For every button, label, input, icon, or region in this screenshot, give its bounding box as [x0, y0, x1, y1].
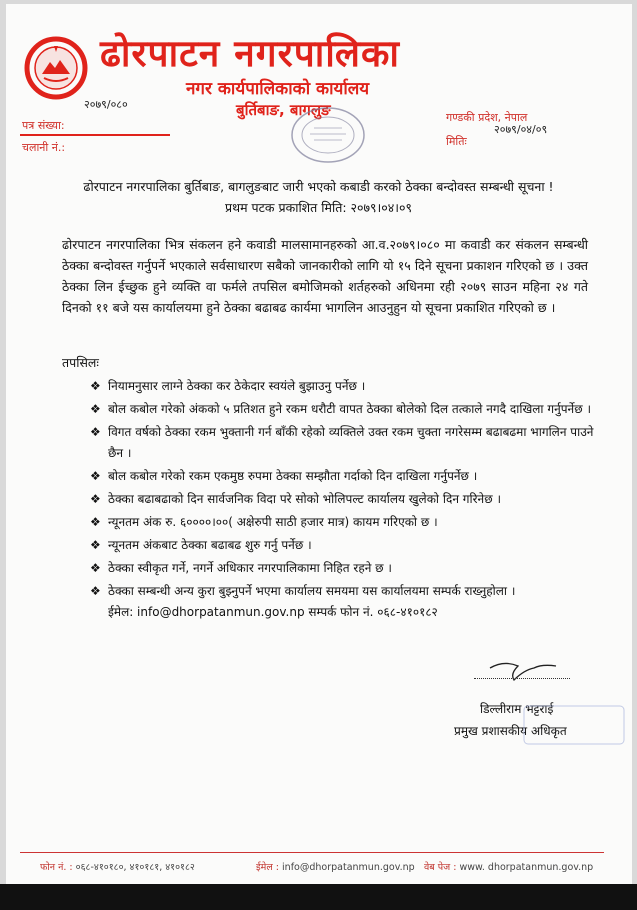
- first-published-date: प्रथम पटक प्रकाशित मिति: २०७९।०४।०९: [224, 200, 413, 215]
- conditions-list: [90, 376, 610, 625]
- diamond-bullet-icon: ❖: [90, 469, 101, 483]
- footer-web: [424, 860, 593, 873]
- condition-item: [90, 512, 610, 533]
- fiscal-year: २०७९/०८०: [84, 98, 128, 111]
- footer-web-value[interactable]: www. dhorpatanmun.gov.np: [459, 862, 594, 873]
- nepal-emblem-icon: [24, 36, 88, 100]
- condition-text: विगत वर्षको ठेक्का रकम भुक्तानी गर्न बाँकी रहेको व्यक्तिले उक्त रकम चुक्ता नगरेसम्म बढाबढमा भागलिन पाउने छैन ।: [108, 425, 594, 460]
- diamond-bullet-icon: ❖: [90, 538, 101, 552]
- footer-email-label: ईमेल :: [256, 862, 280, 873]
- condition-text: बोल कबोल गरेको रकम एकमुष्ठ रुपमा ठेक्का सम्झौता गर्दाको दिन दाखिला गर्नुपर्नेछ ।: [108, 469, 478, 483]
- contact-line[interactable]: ईमेल: info@dhorpatanmun.gov.np सम्पर्क फोन नं. ०६८-४१०१८२: [108, 605, 438, 619]
- diamond-bullet-icon: ❖: [90, 379, 101, 393]
- office-seal-icon: [288, 104, 368, 166]
- office-name: नगर कार्यपालिकाको कार्यालय: [186, 79, 370, 99]
- letter-number-label: पत्र संख्या:: [22, 119, 65, 132]
- diamond-bullet-icon: ❖: [90, 561, 101, 575]
- signatory-title: प्रमुख प्रशासकीय अधिकृत: [454, 724, 567, 738]
- signature-line: [474, 678, 570, 679]
- condition-text: नियामनुसार लाग्ने ठेक्का कर ठेकेदार स्वयंले बुझाउनु पर्नेछ ।: [108, 379, 366, 393]
- diamond-bullet-icon: ❖: [90, 402, 101, 416]
- office-location: बुर्तिबाङ, बागलुङ: [236, 101, 331, 119]
- condition-text: न्यूनतम अंकबाट ठेक्का बढाबढ शुरु गर्नु पर्नेछ ।: [108, 538, 312, 552]
- footer-rule: [20, 852, 604, 853]
- diamond-bullet-icon: ❖: [90, 425, 101, 439]
- diamond-bullet-icon: ❖: [90, 584, 101, 598]
- signatory-name: डिल्लीराम भट्टराई: [480, 702, 554, 716]
- date-label: मितिः: [446, 135, 467, 148]
- condition-item: [90, 466, 610, 487]
- condition-item: [90, 535, 610, 556]
- diamond-bullet-icon: ❖: [90, 492, 101, 506]
- header-rule-left: [20, 134, 170, 136]
- details-heading: तपसिलः: [62, 355, 99, 370]
- condition-item: [90, 558, 610, 579]
- footer-phone-label: फोन नं. :: [40, 862, 73, 873]
- condition-item: [90, 489, 610, 510]
- condition-item: [90, 376, 610, 397]
- footer-email: [256, 860, 415, 873]
- condition-item: [90, 399, 610, 420]
- condition-text: ठेक्का बढाबढाको दिन सार्वजनिक विदा परे सोको भोलिपल्ट कार्यालय खुलेको दिन गरिनेछ ।: [108, 492, 501, 506]
- condition-text: ठेक्का स्वीकृत गर्ने, नगर्ने अधिकार नगरपालिकामा निहित रहने छ ।: [108, 561, 392, 575]
- signature-icon: [484, 656, 564, 686]
- province-label: गण्डकी प्रदेश, नेपाल: [446, 111, 528, 124]
- footer-phone: [40, 860, 195, 873]
- date-value: २०७९/०४/०९: [494, 123, 548, 136]
- condition-text: न्यूनतम अंक रु. ६००००।००( अक्षेरुपी साठी हजार मात्र) कायम गरिएको छ ।: [108, 515, 438, 529]
- municipality-name: ढोरपाटन नगरपालिका: [100, 32, 400, 75]
- official-stamp-icon: [520, 700, 630, 750]
- footer-email-value[interactable]: info@dhorpatanmun.gov.np: [282, 862, 415, 873]
- condition-text: बोल कबोल गरेको अंकको ५ प्रतिशत हुने रकम धरौटी वापत ठेक्का बोलेको दिल तत्काले नगदै दाखिला गर्नुपर्नेछ ।: [108, 402, 591, 416]
- notice-subject: ढोरपाटन नगरपालिका बुर्तिबाङ, बागलुङबाट जारी भएको कबाडी करको ठेक्का बन्दोवस्त सम्बन्धी सूचना !: [83, 179, 554, 194]
- footer-web-label: वेब पेज :: [424, 862, 457, 873]
- condition-text: ठेक्का सम्बन्धी अन्य कुरा बुझ्नुपर्ने भएमा कार्यालय समयमा यस कार्यालयमा सम्पर्क राख्नुहोला ।: [108, 584, 516, 598]
- footer-phone-value: ०६८-४१०१८०, ४१०१८१, ४१०१८२: [75, 862, 195, 873]
- scan-border: [0, 884, 637, 910]
- dispatch-number-label: चलानी नं.:: [22, 141, 66, 154]
- notice-paragraph: ढोरपाटन नगरपालिका भित्र संकलन हने कवाडी मालसामानहरुको आ.व.२०७९।०८० मा कवाडी कर संकलन सम्बन्धी ठेक्का बन्दोवस्त गर्नुपर्ने भएकाले सर्वसाधारण सबैको जानकारीको लागि यो १५ दिने सूचना प्रकाशन गरिएको छ । उक्त ठेक्का लिन ईच्छुक हुने व्यक्ति वा फर्मले तपसिल बमोजिमको शर्तहरुको अधिनमा रही २०७९ साउन महिना २४ गते दिनको ११ बजे यस कार्यालयमा हुने ठेक्का बढाबढ कार्यमा भागलिन आउनुहुन यो सूचना प्रकाशित गरिएको छ ।: [62, 237, 588, 315]
- condition-item: [90, 422, 610, 464]
- condition-item: [90, 581, 610, 623]
- diamond-bullet-icon: ❖: [90, 515, 101, 529]
